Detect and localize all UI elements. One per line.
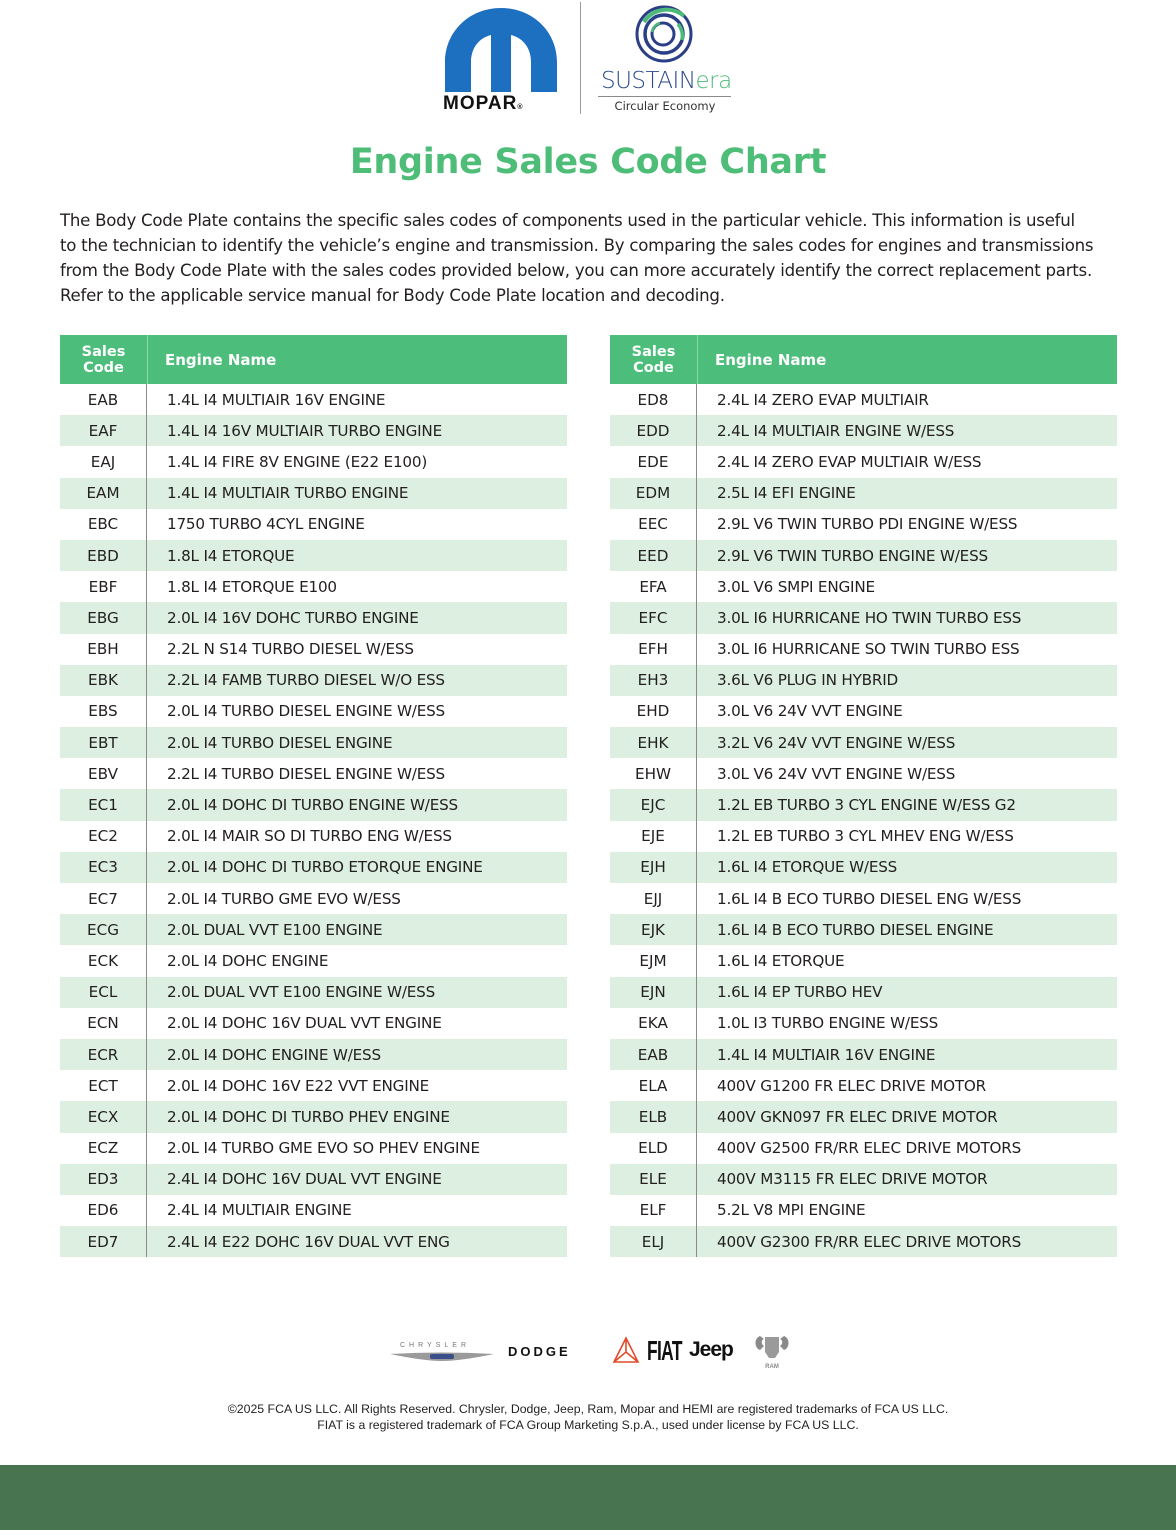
table-row bbox=[610, 478, 1117, 509]
engine-name-cell: 3.0L I6 HURRICANE HO TWIN TURBO ESS bbox=[717, 608, 1022, 627]
sales-code-cell: EBK bbox=[60, 665, 147, 696]
engine-name-cell: 1.6L I4 EP TURBO HEV bbox=[717, 983, 883, 1002]
table-row bbox=[60, 634, 567, 665]
table-row bbox=[60, 977, 567, 1008]
engine-name-cell: 2.4L I4 MULTIAIR ENGINE bbox=[167, 1201, 352, 1220]
engine-name-cell: 1.6L I4 ETORQUE W/ESS bbox=[717, 858, 898, 877]
table-row bbox=[610, 883, 1117, 914]
sales-code-cell: ELB bbox=[610, 1101, 697, 1132]
table-row bbox=[610, 415, 1117, 446]
sales-code-cell: EJH bbox=[610, 852, 697, 883]
table-row bbox=[60, 727, 567, 758]
table-row bbox=[60, 478, 567, 509]
table-row bbox=[610, 1039, 1117, 1070]
sales-code-cell: ED3 bbox=[60, 1164, 147, 1195]
table-row bbox=[610, 1195, 1117, 1226]
table-row bbox=[60, 945, 567, 976]
sales-code-cell: EDD bbox=[610, 415, 697, 446]
table-row bbox=[610, 945, 1117, 976]
table-row bbox=[610, 696, 1117, 727]
sales-code-cell: EBS bbox=[60, 696, 147, 727]
table-row bbox=[60, 540, 567, 571]
table-row bbox=[610, 540, 1117, 571]
table-row bbox=[60, 1101, 567, 1132]
table-row bbox=[610, 914, 1117, 945]
engine-name-cell: 2.0L I4 DOHC DI TURBO ENGINE W/ESS bbox=[167, 796, 458, 815]
engine-name-cell: 1.2L EB TURBO 3 CYL ENGINE W/ESS G2 bbox=[717, 796, 1016, 815]
engine-name-cell: 1.6L I4 ETORQUE bbox=[717, 951, 845, 970]
engine-name-cell: 2.0L DUAL VVT E100 ENGINE bbox=[167, 920, 383, 939]
page-title: Engine Sales Code Chart bbox=[349, 142, 827, 182]
sustainera-logo bbox=[598, 2, 732, 114]
table-row bbox=[610, 977, 1117, 1008]
table-row bbox=[60, 1008, 567, 1039]
sales-code-cell: EFH bbox=[610, 634, 697, 665]
header-engine-name: Engine Name bbox=[715, 350, 827, 369]
jeep-logo: Jeep bbox=[689, 1338, 733, 1361]
legal-line-2: FIAT is a registered trademark of FCA Group Marketing S.p.A., used under license by FCA US LLC. bbox=[317, 1418, 859, 1432]
engine-name-cell: 5.2L V8 MPI ENGINE bbox=[717, 1201, 866, 1220]
table-row bbox=[610, 446, 1117, 477]
sales-code-cell: ELJ bbox=[610, 1226, 697, 1257]
sales-code-cell: EBD bbox=[60, 540, 147, 571]
sales-code-cell: EH3 bbox=[610, 665, 697, 696]
engine-name-cell: 2.5L I4 EFI ENGINE bbox=[717, 484, 856, 503]
sales-code-cell: EAM bbox=[60, 478, 147, 509]
header-sales-code: Sales Code bbox=[60, 335, 148, 384]
sales-code-cell: ECG bbox=[60, 914, 147, 945]
table-row bbox=[610, 384, 1117, 415]
dodge-logo: DODGE bbox=[508, 1344, 571, 1359]
table-row bbox=[60, 914, 567, 945]
sales-code-cell: EED bbox=[610, 540, 697, 571]
table-row bbox=[60, 1070, 567, 1101]
sales-code-cell: EBV bbox=[60, 758, 147, 789]
legal-notice bbox=[0, 1401, 1176, 1433]
sales-code-cell: EBG bbox=[60, 602, 147, 633]
sales-code-cell: EBF bbox=[60, 571, 147, 602]
sales-code-cell: ECN bbox=[60, 1008, 147, 1039]
engine-table-left bbox=[60, 335, 567, 1257]
legal-line-1: ©2025 FCA US LLC. All Rights Reserved. Chrysler, Dodge, Jeep, Ram, Mopar and HEMI are registered trademarks of FCA US LLC. bbox=[227, 1402, 949, 1416]
engine-name-cell: 2.0L I4 DOHC DI TURBO ETORQUE ENGINE bbox=[167, 858, 483, 877]
sales-code-cell: EBT bbox=[60, 727, 147, 758]
table-row bbox=[60, 883, 567, 914]
table-header bbox=[60, 335, 567, 384]
engine-name-cell: 400V G2300 FR/RR ELEC DRIVE MOTORS bbox=[717, 1232, 1022, 1251]
engine-name-cell: 2.0L I4 TURBO DIESEL ENGINE W/ESS bbox=[167, 702, 445, 721]
sustainera-rule bbox=[598, 96, 731, 97]
table-row bbox=[60, 789, 567, 820]
engine-name-cell: 3.0L V6 SMPI ENGINE bbox=[717, 577, 875, 596]
engine-name-cell: 1.8L I4 ETORQUE bbox=[167, 546, 295, 565]
sales-code-cell: ECL bbox=[60, 977, 147, 1008]
intro-paragraph bbox=[60, 208, 1120, 308]
table-row bbox=[60, 1039, 567, 1070]
sales-code-cell: EJM bbox=[610, 945, 697, 976]
logo-divider bbox=[580, 2, 581, 114]
header-sales-code: Sales Code bbox=[610, 335, 698, 384]
sales-code-cell: ECR bbox=[60, 1039, 147, 1070]
sales-code-cell: ECX bbox=[60, 1101, 147, 1132]
engine-name-cell: 2.4L I4 E22 DOHC 16V DUAL VVT ENG bbox=[167, 1232, 450, 1251]
engine-name-cell: 3.0L I6 HURRICANE SO TWIN TURBO ESS bbox=[717, 640, 1020, 659]
table-row bbox=[60, 852, 567, 883]
engine-name-cell: 2.9L V6 TWIN TURBO ENGINE W/ESS bbox=[717, 546, 988, 565]
table-body bbox=[60, 384, 567, 1257]
chrysler-wings-icon bbox=[390, 1351, 494, 1361]
table-row bbox=[60, 821, 567, 852]
engine-name-cell: 1750 TURBO 4CYL ENGINE bbox=[167, 515, 365, 534]
intro-line: The Body Code Plate contains the specific sales codes of components used in the particular vehicle. This information is useful bbox=[60, 211, 1075, 230]
table-row bbox=[610, 758, 1117, 789]
table-header bbox=[610, 335, 1117, 384]
engine-table-right bbox=[610, 335, 1117, 1257]
engine-name-cell: 2.2L I4 TURBO DIESEL ENGINE W/ESS bbox=[167, 764, 445, 783]
sales-code-cell: ECT bbox=[60, 1070, 147, 1101]
engine-name-cell: 2.0L I4 DOHC DI TURBO PHEV ENGINE bbox=[167, 1107, 450, 1126]
sales-code-cell: EAB bbox=[610, 1039, 697, 1070]
engine-name-cell: 1.6L I4 B ECO TURBO DIESEL ENGINE bbox=[717, 920, 994, 939]
engine-name-cell: 1.4L I4 MULTIAIR 16V ENGINE bbox=[167, 390, 386, 409]
table-row bbox=[60, 415, 567, 446]
table-row bbox=[610, 509, 1117, 540]
engine-name-cell: 2.0L DUAL VVT E100 ENGINE W/ESS bbox=[167, 983, 436, 1002]
engine-name-cell: 2.0L I4 DOHC 16V DUAL VVT ENGINE bbox=[167, 1014, 442, 1033]
sales-code-cell: EJC bbox=[610, 789, 697, 820]
sales-code-cell: EAJ bbox=[60, 446, 147, 477]
chrysler-logo: CHRYSLER bbox=[400, 1342, 470, 1349]
srt-triangle-icon bbox=[612, 1336, 640, 1364]
sales-code-cell: EC3 bbox=[60, 852, 147, 883]
sales-code-cell: EHW bbox=[610, 758, 697, 789]
circular-rings-icon bbox=[634, 2, 694, 66]
sales-code-cell: EJE bbox=[610, 821, 697, 852]
engine-name-cell: 2.2L I4 FAMB TURBO DIESEL W/O ESS bbox=[167, 671, 445, 690]
sales-code-cell: EC2 bbox=[60, 821, 147, 852]
sales-code-cell: ED6 bbox=[60, 1195, 147, 1226]
table-row bbox=[60, 1226, 567, 1257]
brand-logos bbox=[388, 1332, 798, 1372]
engine-name-cell: 1.4L I4 FIRE 8V ENGINE (E22 E100) bbox=[167, 452, 428, 471]
sales-code-cell: EDM bbox=[610, 478, 697, 509]
table-row bbox=[610, 602, 1117, 633]
table-row bbox=[60, 696, 567, 727]
engine-name-cell: 3.0L V6 24V VVT ENGINE bbox=[717, 702, 903, 721]
sales-code-cell: ELD bbox=[610, 1133, 697, 1164]
footer-bar bbox=[0, 1465, 1176, 1530]
engine-name-cell: 2.0L I4 DOHC ENGINE W/ESS bbox=[167, 1045, 381, 1064]
sales-code-cell: EJN bbox=[610, 977, 697, 1008]
table-body bbox=[610, 384, 1117, 1257]
table-row bbox=[60, 602, 567, 633]
engine-name-cell: 2.0L I4 TURBO GME EVO SO PHEV ENGINE bbox=[167, 1139, 480, 1158]
table-row bbox=[610, 571, 1117, 602]
table-row bbox=[60, 384, 567, 415]
engine-name-cell: 2.0L I4 16V DOHC TURBO ENGINE bbox=[167, 608, 419, 627]
engine-name-cell: 2.9L V6 TWIN TURBO PDI ENGINE W/ESS bbox=[717, 515, 1018, 534]
table-row bbox=[60, 1195, 567, 1226]
table-row bbox=[60, 509, 567, 540]
table-row bbox=[610, 1008, 1117, 1039]
sales-code-cell: EFC bbox=[610, 602, 697, 633]
table-row bbox=[60, 1133, 567, 1164]
sales-code-cell: ECZ bbox=[60, 1133, 147, 1164]
sales-code-cell: EFA bbox=[610, 571, 697, 602]
engine-name-cell: 1.8L I4 ETORQUE E100 bbox=[167, 577, 337, 596]
ram-head-icon bbox=[752, 1332, 792, 1370]
engine-name-cell: 1.0L I3 TURBO ENGINE W/ESS bbox=[717, 1014, 939, 1033]
sales-code-cell: EC7 bbox=[60, 883, 147, 914]
table-row bbox=[610, 1101, 1117, 1132]
header-engine-name: Engine Name bbox=[165, 350, 277, 369]
sales-code-cell: EEC bbox=[610, 509, 697, 540]
table-row bbox=[610, 1133, 1117, 1164]
engine-name-cell: 2.0L I4 DOHC ENGINE bbox=[167, 951, 329, 970]
engine-name-cell: 2.4L I4 MULTIAIR ENGINE W/ESS bbox=[717, 421, 955, 440]
engine-name-cell: 1.4L I4 16V MULTIAIR TURBO ENGINE bbox=[167, 421, 442, 440]
table-row bbox=[610, 634, 1117, 665]
engine-name-cell: 2.4L I4 ZERO EVAP MULTIAIR bbox=[717, 390, 929, 409]
table-row bbox=[610, 1070, 1117, 1101]
table-row bbox=[610, 1226, 1117, 1257]
intro-line: Refer to the applicable service manual for Body Code Plate location and decoding. bbox=[60, 286, 725, 305]
table-row bbox=[610, 852, 1117, 883]
engine-name-cell: 2.0L I4 DOHC 16V E22 VVT ENGINE bbox=[167, 1076, 430, 1095]
engine-name-cell: 2.4L I4 DOHC 16V DUAL VVT ENGINE bbox=[167, 1170, 442, 1189]
sales-code-cell: ECK bbox=[60, 945, 147, 976]
sales-code-cell: EJJ bbox=[610, 883, 697, 914]
table-row bbox=[60, 758, 567, 789]
sales-code-cell: EAB bbox=[60, 384, 147, 415]
engine-name-cell: 1.4L I4 MULTIAIR TURBO ENGINE bbox=[167, 484, 409, 503]
engine-name-cell: 1.4L I4 MULTIAIR 16V ENGINE bbox=[717, 1045, 936, 1064]
sales-code-cell: ED8 bbox=[610, 384, 697, 415]
engine-name-cell: 3.0L V6 24V VVT ENGINE W/ESS bbox=[717, 764, 956, 783]
engine-name-cell: 2.0L I4 TURBO DIESEL ENGINE bbox=[167, 733, 393, 752]
table-row bbox=[60, 1164, 567, 1195]
sales-code-cell: EJK bbox=[610, 914, 697, 945]
sales-code-cell: ED7 bbox=[60, 1226, 147, 1257]
engine-name-cell: 3.2L V6 24V VVT ENGINE W/ESS bbox=[717, 733, 956, 752]
sales-code-cell: EAF bbox=[60, 415, 147, 446]
sales-code-cell: EKA bbox=[610, 1008, 697, 1039]
engine-name-cell: 1.2L EB TURBO 3 CYL MHEV ENG W/ESS bbox=[717, 827, 1014, 846]
engine-name-cell: 2.0L I4 MAIR SO DI TURBO ENG W/ESS bbox=[167, 827, 452, 846]
engine-name-cell: 400V G2500 FR/RR ELEC DRIVE MOTORS bbox=[717, 1139, 1022, 1158]
engine-name-cell: 2.4L I4 ZERO EVAP MULTIAIR W/ESS bbox=[717, 452, 982, 471]
sustainera-wordmark: SUSTAINera bbox=[601, 68, 732, 94]
header-logos bbox=[0, 0, 1176, 120]
fiat-logo: FIAT bbox=[647, 1335, 682, 1366]
table-row bbox=[610, 727, 1117, 758]
sales-code-cell: EC1 bbox=[60, 789, 147, 820]
sales-code-cell: EDE bbox=[610, 446, 697, 477]
sales-code-cell: EBC bbox=[60, 509, 147, 540]
table-row bbox=[610, 1164, 1117, 1195]
engine-name-cell: 400V M3115 FR ELEC DRIVE MOTOR bbox=[717, 1170, 988, 1189]
sales-code-cell: ELA bbox=[610, 1070, 697, 1101]
sales-code-cell: EHK bbox=[610, 727, 697, 758]
engine-name-cell: 1.6L I4 B ECO TURBO DIESEL ENG W/ESS bbox=[717, 889, 1022, 908]
table-row bbox=[60, 571, 567, 602]
sales-code-cell: ELE bbox=[610, 1164, 697, 1195]
sales-code-cell: ELF bbox=[610, 1195, 697, 1226]
engine-name-cell: 2.2L N S14 TURBO DIESEL W/ESS bbox=[167, 640, 414, 659]
engine-name-cell: 2.0L I4 TURBO GME EVO W/ESS bbox=[167, 889, 401, 908]
table-row bbox=[610, 665, 1117, 696]
engine-name-cell: 400V GKN097 FR ELEC DRIVE MOTOR bbox=[717, 1107, 998, 1126]
sales-code-cell: EBH bbox=[60, 634, 147, 665]
svg-text:RAM: RAM bbox=[765, 1364, 779, 1370]
sales-code-cell: EHD bbox=[610, 696, 697, 727]
table-row bbox=[610, 821, 1117, 852]
engine-name-cell: 3.6L V6 PLUG IN HYBRID bbox=[717, 671, 899, 690]
table-row bbox=[610, 789, 1117, 820]
intro-line: to the technician to identify the vehicle’s engine and transmission. By comparing the sales codes for engines and transmissions bbox=[60, 236, 1094, 255]
intro-line: from the Body Code Plate with the sales codes provided below, you can more accurately identify the correct replacement parts. bbox=[60, 261, 1092, 280]
sustainera-subtitle: Circular Economy bbox=[614, 99, 716, 113]
mopar-wordmark: MOPAR® bbox=[443, 93, 524, 114]
table-row bbox=[60, 665, 567, 696]
table-row bbox=[60, 446, 567, 477]
engine-name-cell: 400V G1200 FR ELEC DRIVE MOTOR bbox=[717, 1076, 987, 1095]
